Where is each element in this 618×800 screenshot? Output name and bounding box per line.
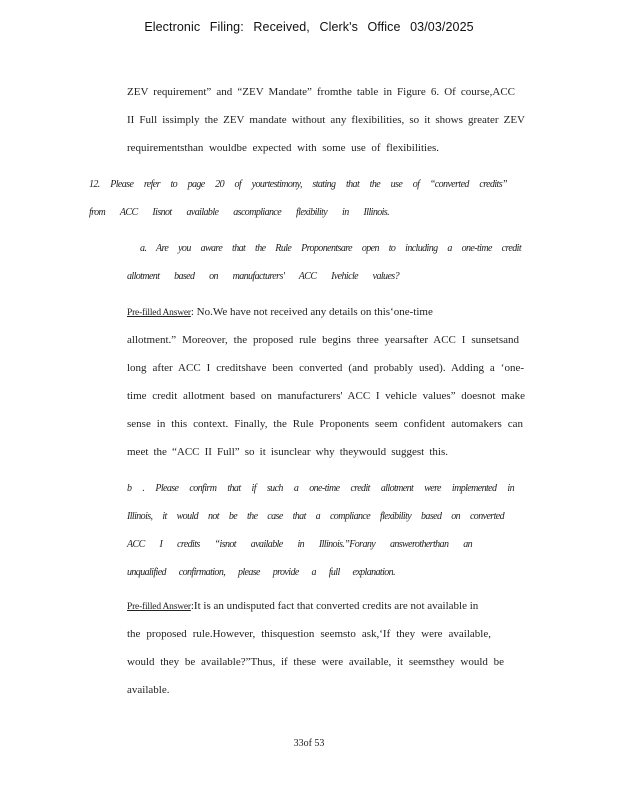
question-b-line: unqualified confirmation, please provide a full explanation.	[127, 567, 395, 578]
answer-b-line: would they be available?”Thus, if these were available, it seemsthey would be	[127, 656, 504, 668]
answer-b-line: available.	[127, 684, 170, 696]
answer-a-first-line: Pre-filled Answer: No.We have not received any details on this‘one-time	[127, 306, 433, 318]
question-b-line: b . Please confirm that if such a one-time credit allotment were implemented in	[127, 483, 514, 494]
question-b-line: ACC I credits “isnot available in Illinois.”Forany answerotherthan an	[127, 539, 472, 550]
question-a-line: a. Are you aware that the Rule Proponentsare open to including a one-time credit	[140, 243, 521, 254]
question-12-line: from ACC Iisnot available ascompliance flexibility in Illinois.	[89, 207, 389, 218]
answer-a-line: long after ACC I creditshave been converted (and probably used). Adding a ‘one-	[127, 362, 524, 374]
filing-header: Electronic Filing: Received, Clerk's Office 03/03/2025	[144, 20, 474, 34]
answer-a-line: time credit allotment based on manufacturers' ACC I vehicle values” doesnot make	[127, 390, 525, 402]
paragraph-line: II Full issimply the ZEV mandate without any flexibilities, so it shows greater ZEV	[127, 114, 525, 126]
question-12-line: 12. Please refer to page 20 of yourtestimony, stating that the use of “converted credits”	[89, 179, 507, 190]
prefilled-answer-label: Pre-filled Answer	[127, 602, 191, 612]
prefilled-answer-label: Pre-filled Answer	[127, 308, 191, 318]
question-b-line: Illinois, it would not be the case that a compliance flexibility based on converted	[127, 511, 504, 522]
answer-a-line: sense in this context. Finally, the Rule Proponents seem confident automakers can	[127, 418, 523, 430]
answer-b-line: the proposed rule.However, thisquestion seemsto ask,‘If they were available,	[127, 628, 491, 640]
answer-b-first-line: Pre-filled Answer:It is an undisputed fact that converted credits are not available in	[127, 600, 479, 612]
answer-a-line: allotment.” Moreover, the proposed rule begins three yearsafter ACC I sunsetsand	[127, 334, 519, 346]
paragraph-line: ZEV requirement” and “ZEV Mandate” fromthe table in Figure 6. Of course,ACC	[127, 86, 515, 98]
question-a-line: allotment based on manufacturers' ACC Ivehicle values?	[127, 271, 399, 282]
answer-a-line: meet the “ACC II Full” so it isunclear why theywould suggest this.	[127, 446, 448, 458]
page-number: 33of 53	[293, 738, 325, 749]
paragraph-line: requirementsthan wouldbe expected with some use of flexibilities.	[127, 142, 439, 154]
